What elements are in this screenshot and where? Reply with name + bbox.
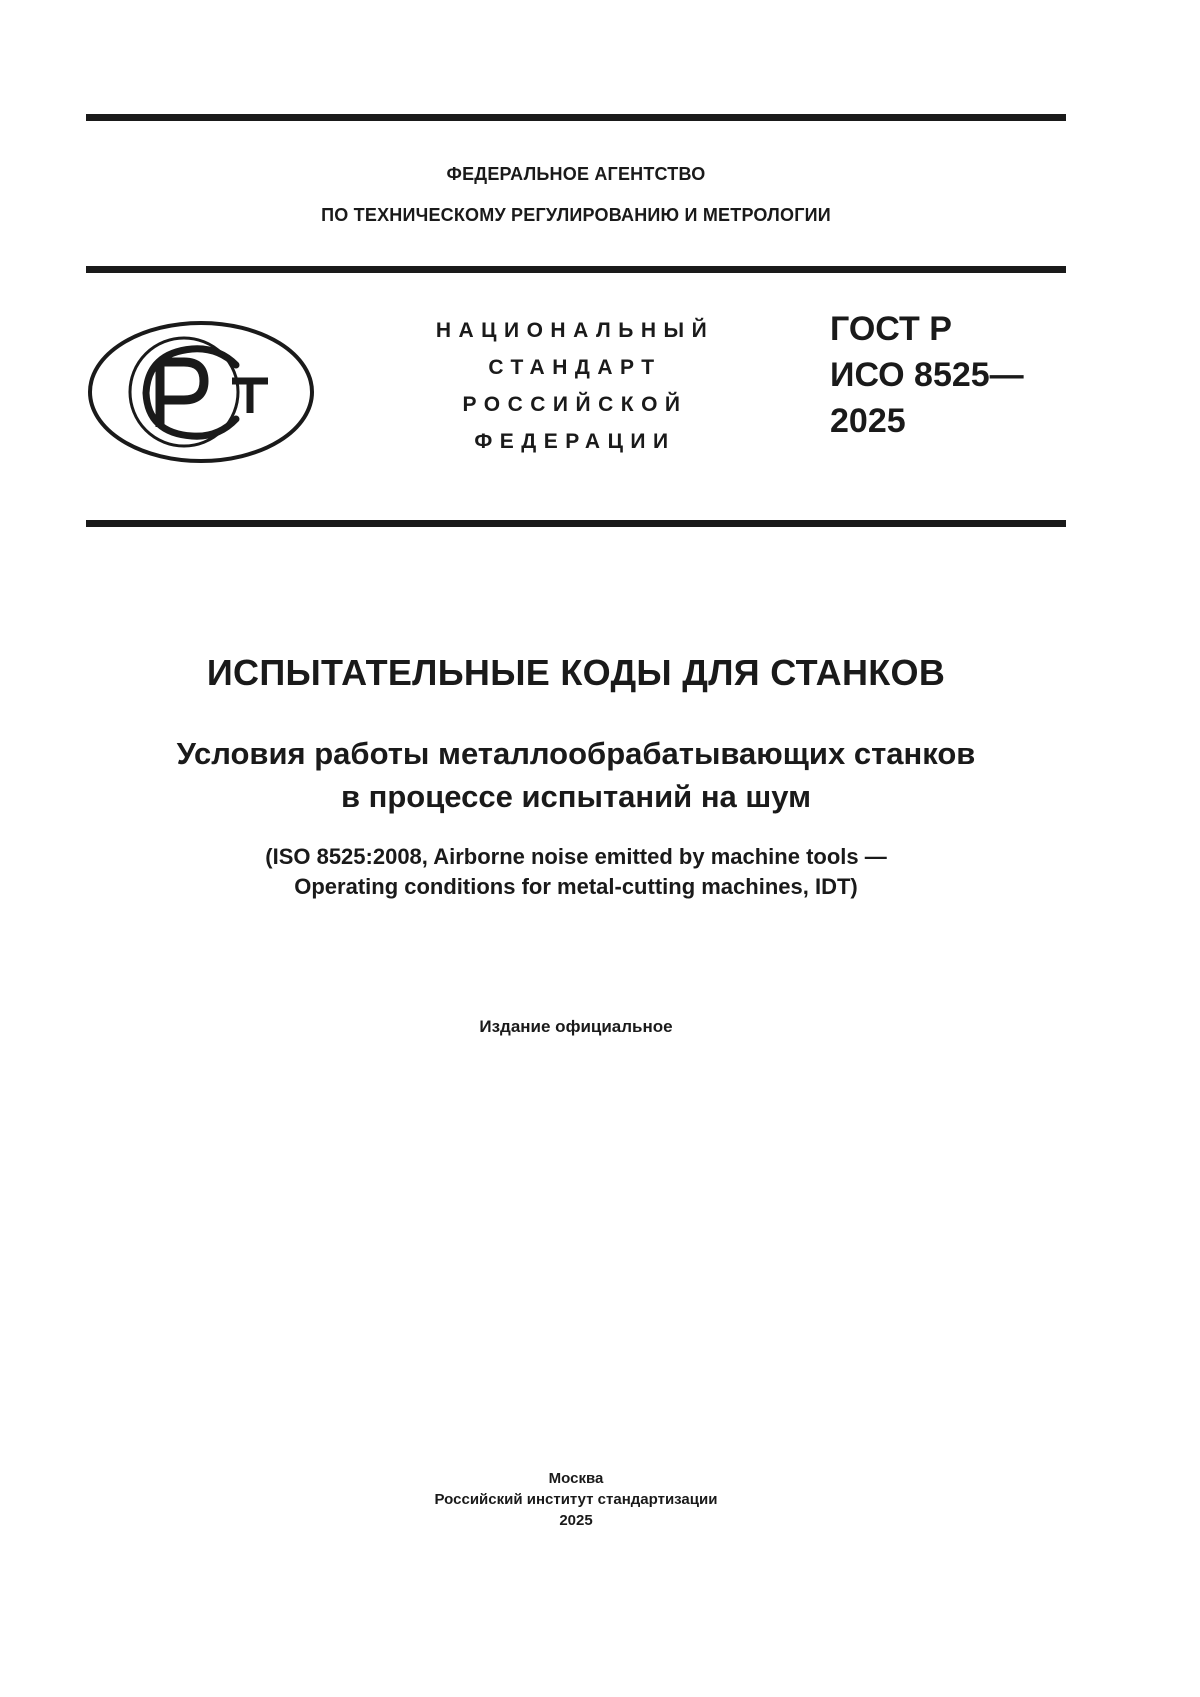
agency-line-1: ФЕДЕРАЛЬНОЕ АГЕНТСТВО <box>446 164 706 184</box>
standard-code <box>830 306 1070 444</box>
subtitle-line-2: в процессе испытаний на шум <box>340 779 812 814</box>
standard-code-line: ГОСТ Р <box>830 310 952 348</box>
imprint-publisher: Российский институт стандартизации <box>434 1491 718 1508</box>
national-standard-line: НАЦИОНАЛЬНЫЙ <box>435 319 715 342</box>
rst-certification-mark-icon <box>86 317 316 467</box>
national-standard-label <box>400 312 750 460</box>
original-line-2: Operating conditions for metal-cutting machines, IDT) <box>294 874 858 899</box>
agency-line-2: ПО ТЕХНИЧЕСКОМУ РЕГУЛИРОВАНИЮ И МЕТРОЛОГИИ <box>321 205 831 225</box>
document-title: ИСПЫТАТЕЛЬНЫЕ КОДЫ ДЛЯ СТАНКОВ <box>206 652 946 693</box>
edition-label: Издание официальное <box>479 1017 673 1036</box>
header-bottom-rule <box>86 520 1066 527</box>
original-line-1: (ISO 8525:2008, Airborne noise emitted by machine tools — <box>265 844 887 869</box>
top-rule <box>86 114 1066 121</box>
national-standard-line: РОССИЙСКОЙ <box>462 393 688 416</box>
standard-code-line: ИСО 8525— <box>830 356 1024 394</box>
national-standard-line: ФЕДЕРАЦИИ <box>474 430 676 453</box>
agency-bottom-rule <box>86 266 1066 273</box>
national-standard-line: СТАНДАРТ <box>488 356 662 379</box>
standard-code-line: 2025 <box>830 402 906 440</box>
document-subtitle <box>86 732 1066 818</box>
subtitle-line-1: Условия работы металлообрабатывающих станков <box>176 736 976 771</box>
original-standard-reference <box>86 842 1066 902</box>
publisher-imprint <box>86 1468 1066 1531</box>
imprint-year: 2025 <box>559 1512 593 1529</box>
imprint-city: Москва <box>548 1470 604 1487</box>
